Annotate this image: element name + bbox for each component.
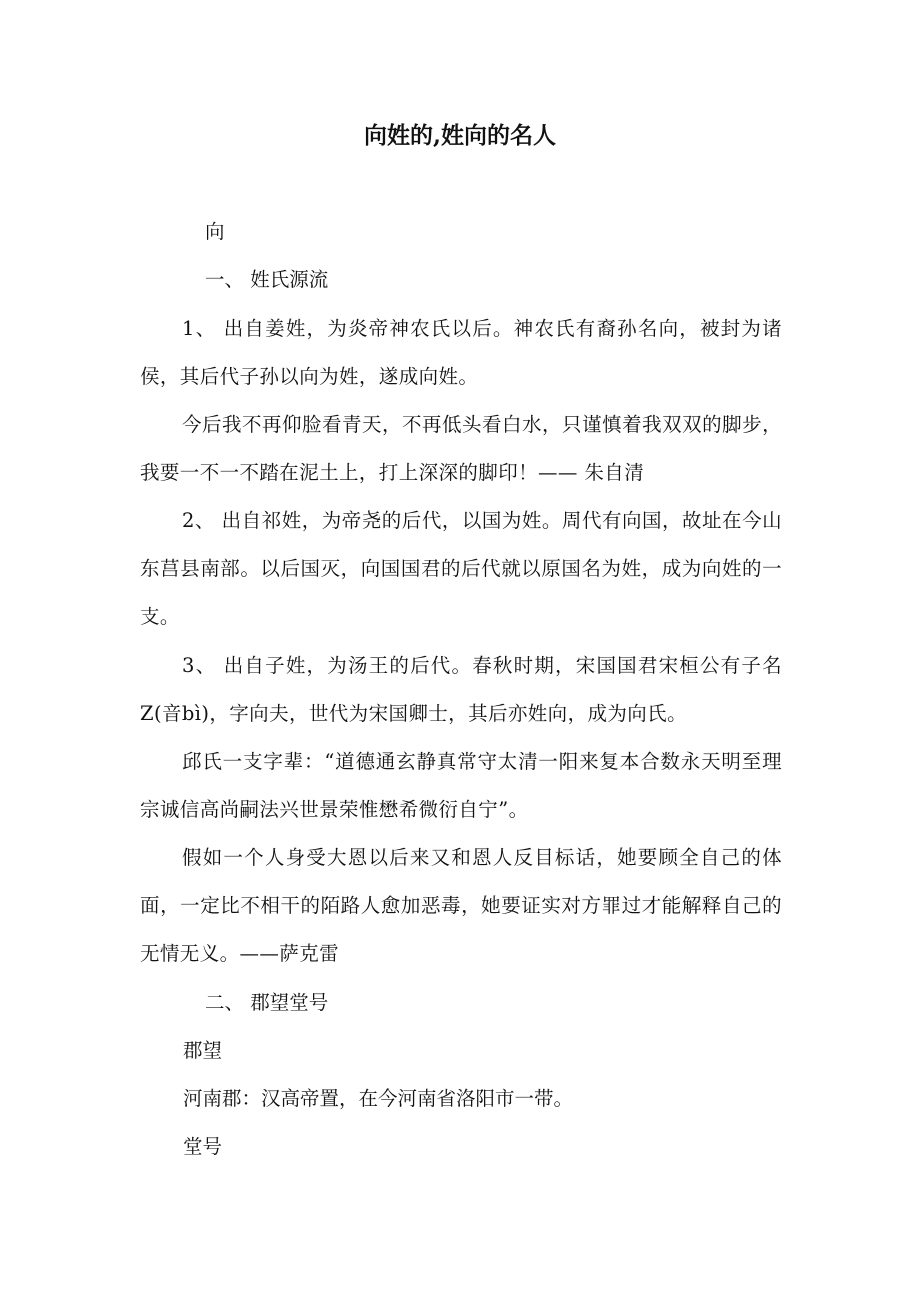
- tanghao-label: 堂号: [183, 1135, 223, 1158]
- paragraph-origin-2: 2、 出自祁姓，为帝尧的后代，以国为姓。周代有向国，故址在今山东莒县南部。以后国灭，向国国君的后代就以原国名为姓，成为向姓的一支。: [140, 509, 782, 628]
- section-heading-origin: 一、 姓氏源流: [205, 268, 329, 291]
- document-title: 向姓的,姓向的名人: [363, 122, 556, 149]
- junwang-label: 郡望: [183, 1039, 223, 1062]
- paragraph-origin-1: 1、 出自姜姓，为炎帝神农氏以后。神农氏有裔孙名向，被封为诸侯，其后代子孙以向为姓，遂成向姓。: [140, 317, 782, 388]
- quote-zhu-ziqing: 今后我不再仰脸看青天，不再低头看白水，只谨慎着我双双的脚步，我要一不一不踏在泥土上，打上深深的脚印！—— 朱自清: [140, 413, 782, 484]
- surname-heading: 向: [205, 220, 225, 243]
- quote-thackeray: 假如一个人身受大恩以后来又和恩人反目标话，她要顾全自己的体面，一定比不相干的陌路人愈加恶毒，她要证实对方罪过才能解释自己的无情无义。——萨克雷: [140, 846, 782, 965]
- paragraph-origin-3: 3、 出自子姓，为汤王的后代。春秋时期，宋国国君宋桓公有子名Z(音bì)，字向夫，世代为宋国卿士，其后亦姓向，成为向氏。: [140, 654, 782, 725]
- junwang-henan: 河南郡：汉高帝置，在今河南省洛阳市一带。: [183, 1087, 574, 1110]
- section-heading-junwang: 二、 郡望堂号: [205, 991, 329, 1014]
- generation-poem: 邱氏一支字辈：“道德通玄静真常守太清一阳来复本合数永天明至理宗诚信高尚嗣法兴世景荣惟懋希微衍自宁”。: [140, 750, 782, 821]
